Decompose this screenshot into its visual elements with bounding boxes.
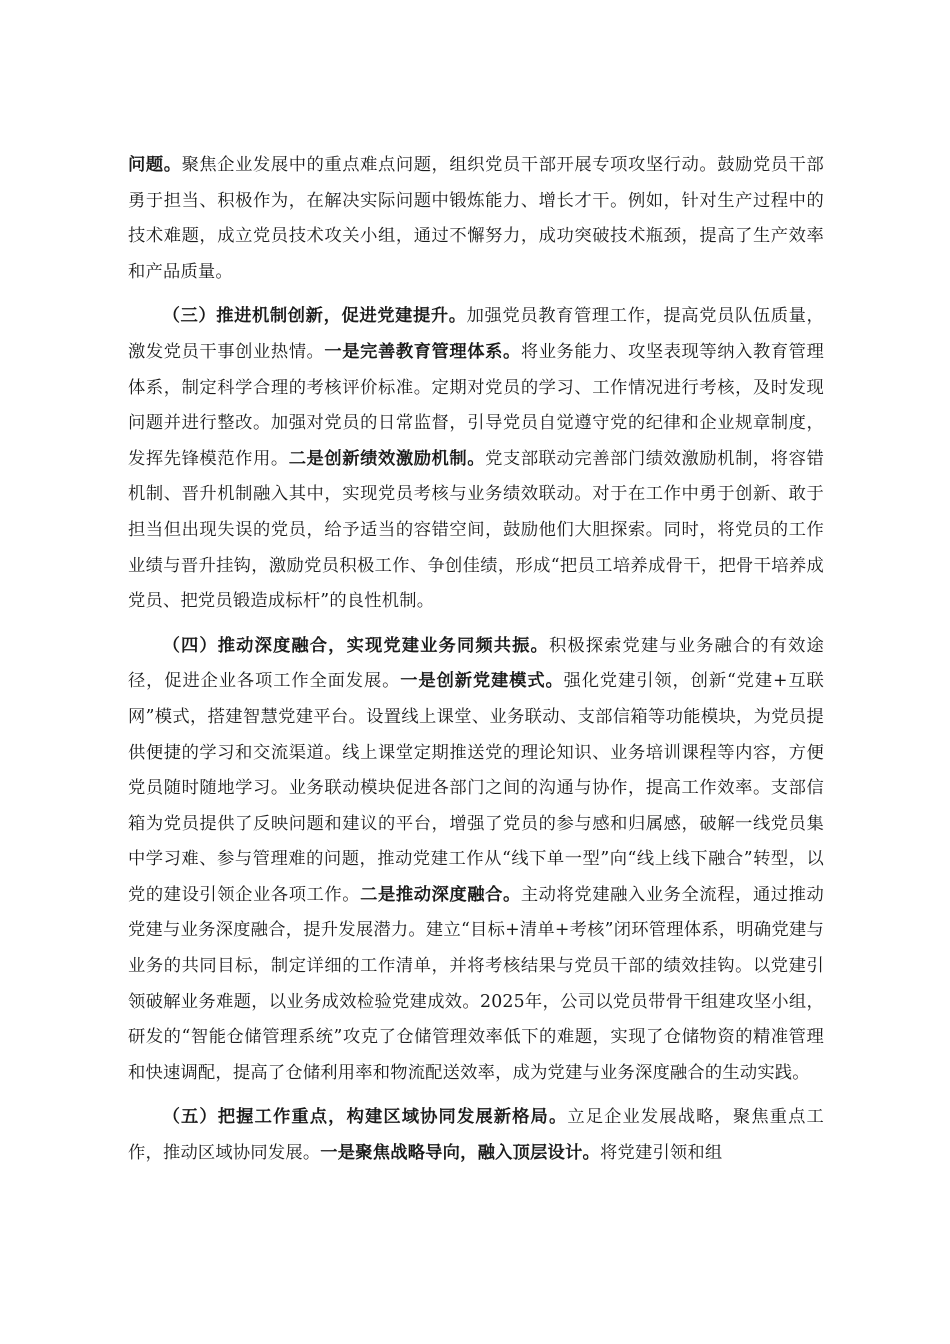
body-text: 党支部联动完善部门绩效激励机制，将容错机制、晋升机制融入其中，实现党员考核与业务绩效联动。对于在工作中勇于创新、敢于担当但出现失误的党员，给予适当的容错空间，鼓励他们大胆探索。同时，将党员的工作业绩与晋升挂钩，激励党员积极工作、争创佳绩，形成“把员工培养成骨干，把骨干培养成党员、把党员锻造成标杆”的良性机制。	[128, 448, 824, 612]
body-text: 聚焦企业发展中的重点难点问题，组织党员干部开展专项攻坚行动。鼓励党员干部勇于担当、积极作为，在解决实际问题中锻炼能力、增长才干。例如，针对生产过程中的技术难题，成立党员技术攻关小组，通过不懈努力，成功突破技术瓶颈，提高了生产效率和产品质量。	[128, 155, 825, 282]
subpoint-heading-two: 二是创新绩效激励机制。	[288, 448, 486, 469]
section-heading-three: （三）推进机制创新，促进党建提升。	[162, 306, 467, 327]
body-text: 积极探索党建与业务融合的有效途径，促进企业各项工作全面发展。	[128, 635, 824, 692]
body-text: 将党建引领和组	[600, 1143, 723, 1164]
bold-lead-text: 问题。	[128, 155, 182, 175]
paragraph-mechanism-innovation	[128, 299, 824, 619]
section-heading-four: （四）推动深度融合，实现党建业务同频共振。	[162, 635, 549, 656]
paragraph-deep-integration	[128, 629, 824, 1092]
subpoint-heading-one: 一是完善教育管理体系。	[324, 341, 521, 362]
paragraph-problem-solving	[128, 148, 824, 290]
body-text: 立足企业发展战略，聚焦重点工作，推动区域协同发展。	[128, 1107, 824, 1164]
subpoint-heading-one: 一是创新党建模式。	[400, 671, 564, 692]
body-text: 加强党员教育管理工作，提高党员队伍质量，激发党员干事创业热情。	[128, 306, 824, 362]
body-text: 将业务能力、攻坚表现等纳入教育管理体系，制定科学合理的考核评价标准。定期对党员的学习、工作情况进行考核，及时发现问题并进行整改。加强对党员的日常监督，引导党员自觉遵守党的纪律和企业规章制度，发挥先锋模范作用。	[128, 341, 825, 469]
document-page	[128, 148, 824, 1181]
subpoint-heading-two: 二是推动深度融合。	[360, 884, 521, 905]
paragraph-regional-coordination	[128, 1100, 824, 1171]
section-heading-five: （五）把握工作重点，构建区域协同发展新格局。	[162, 1107, 568, 1128]
body-text: 主动将党建融入业务全流程，通过推动党建与业务深度融合，提升发展潜力。建立“目标+清单+考核”闭环管理体系，明确党建与业务的共同目标，制定详细的工作清单，并将考核结果与党员干部的绩效挂钩。以党建引领破解业务难题，以业务成效检验党建成效。2025年，公司以党员带骨干组建攻坚小组，研发的“智能仓储管理系统”攻克了仓储管理效率低下的难题，实现了仓储物资的精准管理和快速调配，提高了仓储利用率和物流配送效率，成为党建与业务深度融合的生动实践。	[128, 884, 824, 1083]
subpoint-heading-one: 一是聚焦战略导向，融入顶层设计。	[320, 1143, 600, 1164]
body-text: 强化党建引领，创新“党建+互联网”模式，搭建智慧党建平台。设置线上课堂、业务联动、支部信箱等功能模块，为党员提供便捷的学习和交流渠道。线上课堂定期推送党的理论知识、业务培训课程等内容，方便党员随时随地学习。业务联动模块促进各部门之间的沟通与协作，提高工作效率。支部信箱为党员提供了反映问题和建议的平台，增强了党员的参与感和归属感，破解一线党员集中学习难、参与管理难的问题，推动党建工作从“线下单一型”向“线上线下融合”转型，以党的建设引领企业各项工作。	[128, 671, 824, 905]
